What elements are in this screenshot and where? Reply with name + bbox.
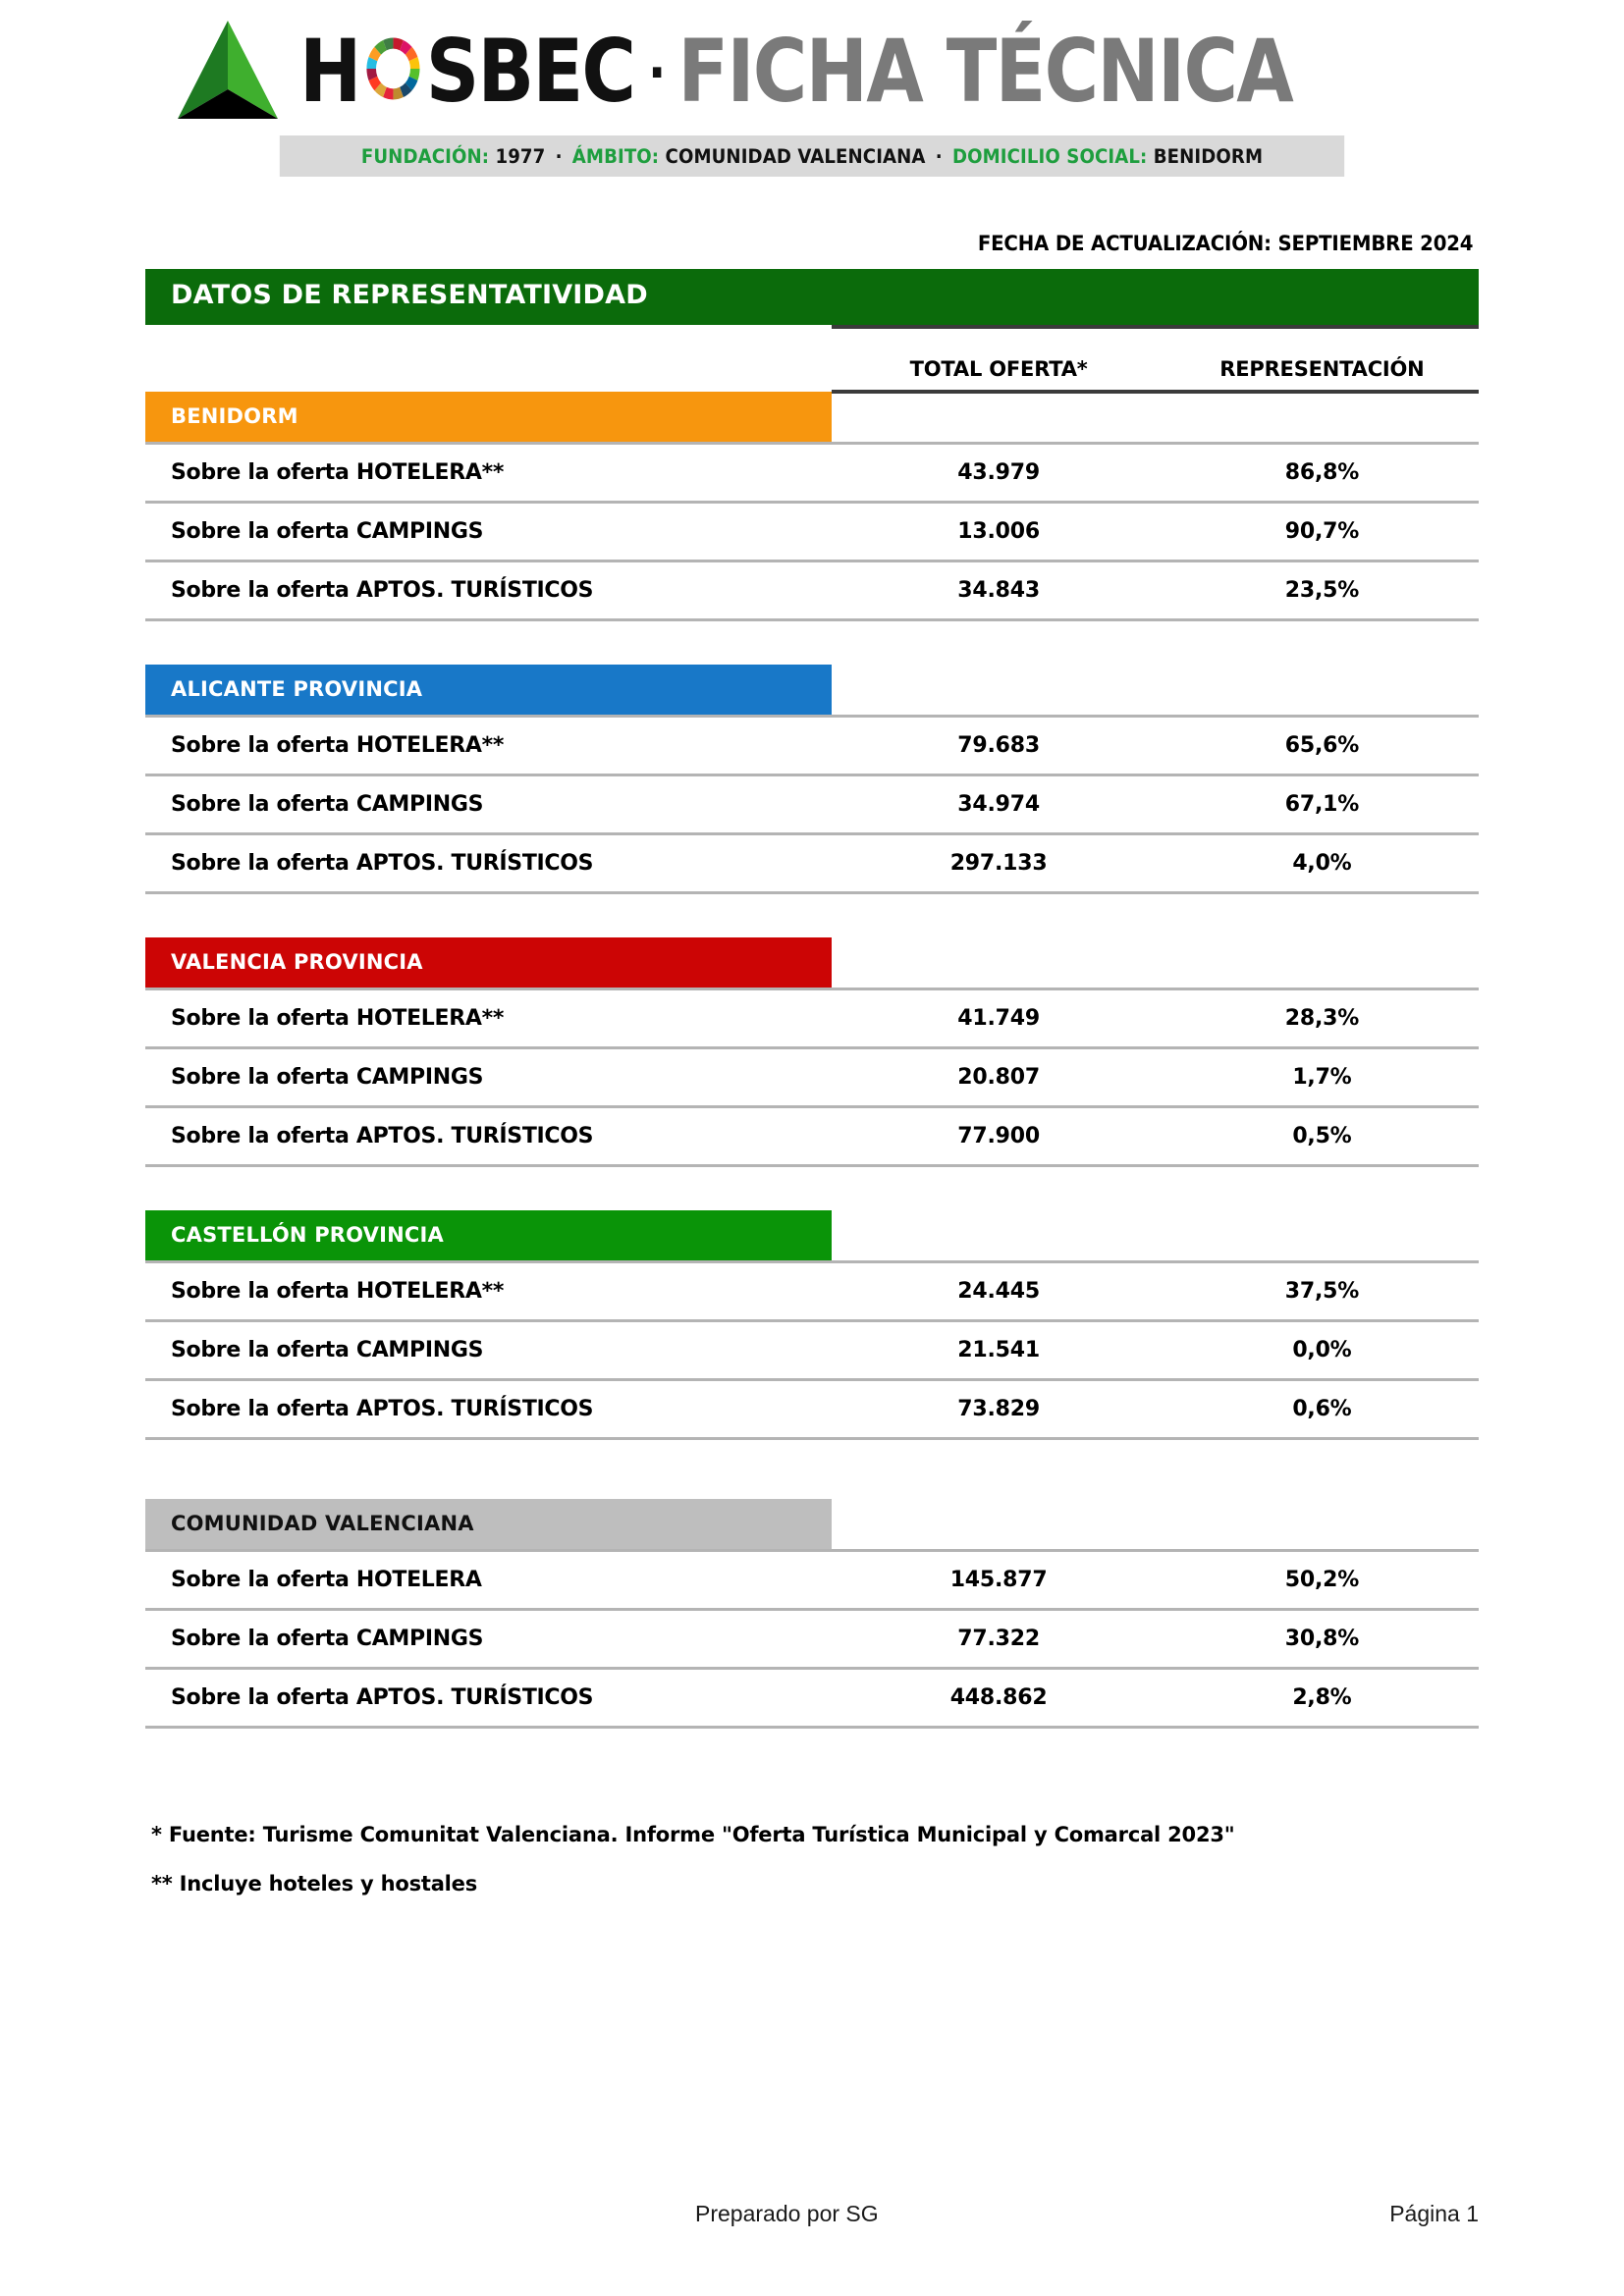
wordmark-letters-sbec: SBEC (425, 21, 635, 122)
row-label: Sobre la oferta APTOS. TURÍSTICOS (145, 833, 832, 892)
hosbec-pyramid-logo-icon (170, 17, 286, 127)
group-name-3: VALENCIA PROVINCIA (145, 937, 832, 988)
table-row (145, 561, 1479, 619)
row-label: Sobre la oferta CAMPINGS (145, 1320, 832, 1379)
row-total-oferta: 448.862 (832, 1668, 1165, 1727)
strip-separator-1: · (555, 144, 563, 168)
group-pad-cell (1165, 1210, 1479, 1261)
update-date-label: FECHA DE ACTUALIZACIÓN: SEPTIEMBRE 2024 (977, 232, 1474, 255)
group-pad-cell (1165, 392, 1479, 443)
table-header-row (145, 327, 1479, 392)
table-row (145, 1379, 1479, 1438)
document-header (0, 0, 1624, 135)
table-row (145, 1320, 1479, 1379)
row-representacion: 90,7% (1165, 502, 1479, 561)
row-label: Sobre la oferta APTOS. TURÍSTICOS (145, 1379, 832, 1438)
group-pad-cell (832, 392, 1165, 443)
group-name-1: BENIDORM (145, 392, 832, 443)
row-total-oferta: 297.133 (832, 833, 1165, 892)
hosbec-logo-lockup (170, 17, 1454, 127)
footnotes-block (145, 1823, 1479, 1896)
fundacion-value: 1977 (495, 144, 546, 168)
group-spacer (145, 1165, 1479, 1210)
group-pad-cell (832, 665, 1165, 716)
column-header-total-oferta: TOTAL OFERTA* (832, 327, 1165, 392)
group-pad-cell (832, 1499, 1165, 1550)
row-label: Sobre la oferta HOTELERA** (145, 1261, 832, 1320)
row-label: Sobre la oferta CAMPINGS (145, 502, 832, 561)
row-representacion: 37,5% (1165, 1261, 1479, 1320)
row-representacion: 2,8% (1165, 1668, 1479, 1727)
page-number-label: Página 1 (1389, 2201, 1479, 2226)
row-representacion: 0,5% (1165, 1106, 1479, 1165)
row-label: Sobre la oferta APTOS. TURÍSTICOS (145, 561, 832, 619)
wordmark-separator-dot: · (648, 41, 665, 105)
row-total-oferta: 43.979 (832, 443, 1165, 502)
group-header-row (145, 1499, 1479, 1550)
table-row (145, 774, 1479, 833)
row-label: Sobre la oferta HOTELERA** (145, 988, 832, 1047)
table-row (145, 716, 1479, 774)
row-label: Sobre la oferta CAMPINGS (145, 774, 832, 833)
group-pad-cell (832, 937, 1165, 988)
document-body (145, 232, 1479, 1921)
table-row (145, 1668, 1479, 1727)
row-label: Sobre la oferta CAMPINGS (145, 1609, 832, 1668)
spacer-cell (145, 619, 1479, 665)
table-row (145, 443, 1479, 502)
row-total-oferta: 73.829 (832, 1379, 1165, 1438)
row-representacion: 67,1% (1165, 774, 1479, 833)
table-row (145, 1047, 1479, 1106)
strip-separator-2: · (935, 144, 943, 168)
column-header-blank (145, 327, 832, 392)
group-header-row (145, 1210, 1479, 1261)
prepared-by-label: Preparado por SG (695, 2201, 879, 2226)
group-pad-cell (1165, 1499, 1479, 1550)
table-row (145, 1106, 1479, 1165)
ambito-value: COMUNIDAD VALENCIANA (665, 144, 926, 168)
footnote-hotels: ** Incluye hoteles y hostales (151, 1871, 478, 1896)
row-total-oferta: 34.843 (832, 561, 1165, 619)
row-total-oferta: 41.749 (832, 988, 1165, 1047)
row-representacion: 86,8% (1165, 443, 1479, 502)
row-label: Sobre la oferta HOTELERA (145, 1550, 832, 1609)
group-pad-cell (1165, 665, 1479, 716)
row-representacion: 4,0% (1165, 833, 1479, 892)
table-row (145, 833, 1479, 892)
table-row (145, 1550, 1479, 1609)
row-total-oferta: 24.445 (832, 1261, 1165, 1320)
group-spacer (145, 619, 1479, 665)
domicilio-label: DOMICILIO SOCIAL: (952, 144, 1148, 168)
group-pad-cell (1165, 937, 1479, 988)
hosbec-wordmark (299, 21, 1293, 122)
group-header-row (145, 665, 1479, 716)
row-representacion: 1,7% (1165, 1047, 1479, 1106)
spacer-cell (145, 1438, 1479, 1499)
group-spacer (145, 1438, 1479, 1499)
fundacion-label: FUNDACIÓN: (360, 144, 490, 168)
spacer-cell (145, 1165, 1479, 1210)
row-label: Sobre la oferta CAMPINGS (145, 1047, 832, 1106)
row-label: Sobre la oferta HOTELERA** (145, 443, 832, 502)
row-representacion: 0,6% (1165, 1379, 1479, 1438)
ambito-label: ÁMBITO: (571, 144, 660, 168)
row-total-oferta: 79.683 (832, 716, 1165, 774)
row-total-oferta: 13.006 (832, 502, 1165, 561)
row-total-oferta: 34.974 (832, 774, 1165, 833)
sdg-color-wheel-icon (361, 32, 424, 105)
group-header-row (145, 392, 1479, 443)
row-representacion: 23,5% (1165, 561, 1479, 619)
domicilio-value: BENIDORM (1153, 144, 1264, 168)
page-footer (145, 2201, 1479, 2227)
group-name-5: COMUNIDAD VALENCIANA (145, 1499, 832, 1550)
table-row (145, 502, 1479, 561)
row-total-oferta: 21.541 (832, 1320, 1165, 1379)
group-pad-cell (832, 1210, 1165, 1261)
row-label: Sobre la oferta HOTELERA** (145, 716, 832, 774)
row-representacion: 50,2% (1165, 1550, 1479, 1609)
row-label: Sobre la oferta APTOS. TURÍSTICOS (145, 1668, 832, 1727)
table-row (145, 1261, 1479, 1320)
row-representacion: 30,8% (1165, 1609, 1479, 1668)
group-spacer (145, 892, 1479, 937)
row-label: Sobre la oferta APTOS. TURÍSTICOS (145, 1106, 832, 1165)
group-name-2: ALICANTE PROVINCIA (145, 665, 832, 716)
header-info-strip (280, 135, 1344, 177)
footnote-source: * Fuente: Turisme Comunitat Valenciana. Informe "Oferta Turística Municipal y Comarcal 2023" (151, 1822, 1235, 1846)
table-row (145, 988, 1479, 1047)
group-name-4: CASTELLÓN PROVINCIA (145, 1210, 832, 1261)
row-total-oferta: 20.807 (832, 1047, 1165, 1106)
group-header-row (145, 937, 1479, 988)
wordmark-ficha-tecnica: FICHA TÉCNICA (677, 21, 1293, 122)
representativity-table (145, 325, 1479, 1729)
column-header-representacion: REPRESENTACIÓN (1165, 327, 1479, 392)
row-representacion: 28,3% (1165, 988, 1479, 1047)
row-total-oferta: 145.877 (832, 1550, 1165, 1609)
wordmark-letter-h: H (299, 21, 360, 122)
table-row (145, 1609, 1479, 1668)
row-total-oferta: 77.900 (832, 1106, 1165, 1165)
page-title: DATOS DE REPRESENTATIVIDAD (145, 269, 1479, 325)
row-total-oferta: 77.322 (832, 1609, 1165, 1668)
row-representacion: 0,0% (1165, 1320, 1479, 1379)
spacer-cell (145, 892, 1479, 937)
row-representacion: 65,6% (1165, 716, 1479, 774)
